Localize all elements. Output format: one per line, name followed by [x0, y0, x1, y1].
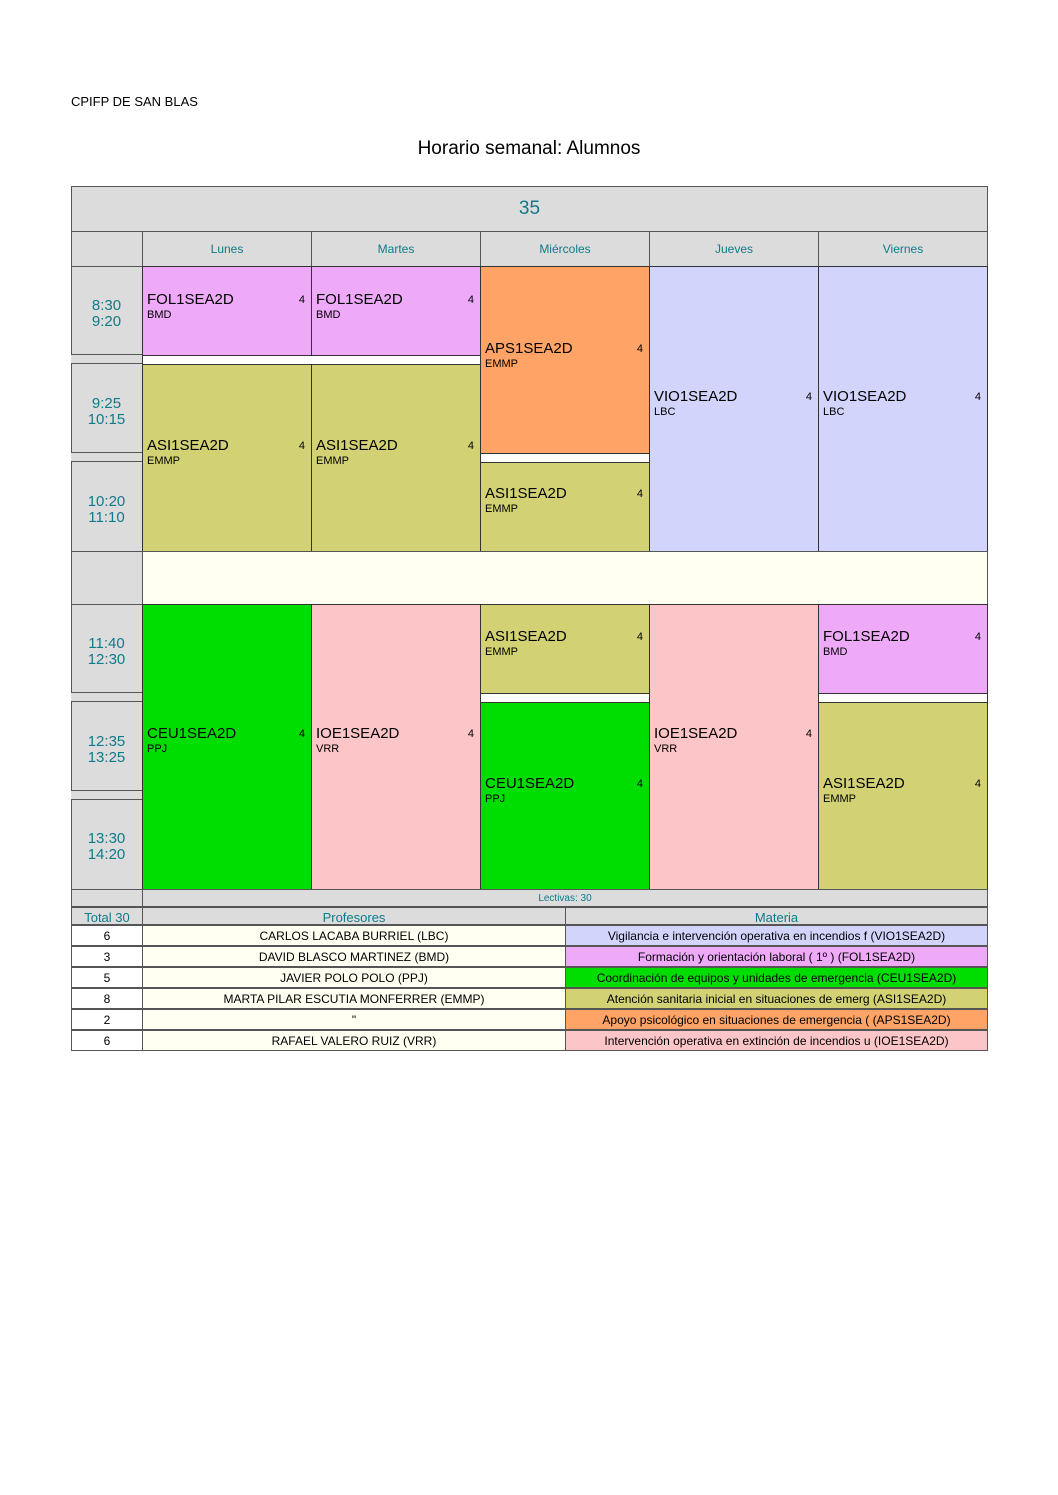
class-block [311, 266, 481, 356]
class-hours: 4 [636, 778, 643, 790]
class-block [818, 604, 988, 694]
class-teacher: EMMP [485, 503, 518, 515]
class-hours: 4 [467, 440, 474, 452]
slot-end: 11:10 [88, 509, 125, 526]
class-code: VIO1SEA2D [823, 388, 907, 405]
profesores-header: Profesores [142, 907, 566, 925]
day-header-lunes: Lunes [142, 231, 312, 267]
slot-5-time [71, 734, 142, 766]
row-subject: Coordinación de equipos y unidades de emergencia (CEU1SEA2D) [565, 967, 988, 988]
class-hours: 4 [636, 488, 643, 500]
row-count: 5 [71, 967, 143, 988]
slot-start: 10:20 [87, 493, 126, 510]
slot-start: 12:35 [87, 733, 126, 750]
row-count: 6 [71, 1030, 143, 1051]
slot-end: 12:30 [87, 651, 126, 668]
class-block [142, 604, 312, 890]
class-code: FOL1SEA2D [147, 291, 234, 308]
day-header-viernes: Viernes [818, 231, 988, 267]
class-hours: 4 [467, 728, 474, 740]
class-code: ASI1SEA2D [485, 628, 567, 645]
row-teacher: " [142, 1009, 566, 1030]
class-teacher: EMMP [485, 646, 518, 658]
class-block [649, 604, 819, 890]
row-subject: Vigilancia e intervención operativa en incendios f (VIO1SEA2D) [565, 925, 988, 946]
class-block [142, 266, 312, 356]
class-code: ASI1SEA2D [147, 437, 229, 454]
lectivas-left-cell [71, 889, 143, 907]
class-block [649, 266, 819, 552]
row-teacher: CARLOS LACABA BURRIEL (LBC) [142, 925, 566, 946]
class-code: ASI1SEA2D [823, 775, 905, 792]
class-teacher: BMD [823, 646, 848, 658]
class-code: ASI1SEA2D [316, 437, 398, 454]
slot-start: 13:30 [87, 830, 126, 847]
class-block [480, 266, 650, 454]
slot-end: 9:20 [91, 313, 122, 330]
class-block [311, 364, 481, 552]
page-title: Horario semanal: Alumnos [417, 138, 641, 159]
slot-2-time [71, 396, 142, 428]
class-block [480, 702, 650, 890]
materia-header: Materia [565, 907, 988, 925]
day-header-jueves: Jueves [649, 231, 819, 267]
class-teacher: PPJ [485, 793, 506, 805]
row-teacher: MARTA PILAR ESCUTIA MONFERRER (EMMP) [142, 988, 566, 1009]
day-header-miercoles: Miércoles [480, 231, 650, 267]
slot-separator [71, 692, 143, 702]
class-hours: 4 [974, 631, 981, 643]
group-header: 35 [71, 186, 988, 232]
slot-end: 10:15 [87, 411, 126, 428]
total-header: Total 30 [71, 907, 143, 925]
class-code: CEU1SEA2D [147, 725, 237, 742]
class-teacher: EMMP [485, 358, 518, 370]
class-hours: 4 [805, 391, 812, 403]
class-teacher: VRR [654, 743, 678, 755]
class-teacher: EMMP [316, 455, 349, 467]
class-teacher: BMD [147, 309, 172, 321]
class-hours: 4 [974, 391, 981, 403]
row-teacher: JAVIER POLO POLO (PPJ) [142, 967, 566, 988]
corner-cell [71, 231, 143, 267]
row-subject: Apoyo psicológico en situaciones de emergencia ( (APS1SEA2D) [565, 1009, 988, 1030]
class-teacher: LBC [823, 406, 845, 418]
class-code: FOL1SEA2D [823, 628, 910, 645]
class-hours: 4 [636, 631, 643, 643]
school-name: CPIFP DE SAN BLAS [71, 94, 198, 109]
class-teacher: VRR [316, 743, 340, 755]
row-count: 3 [71, 946, 143, 967]
row-subject: Formación y orientación laboral ( 1º ) (FOL1SEA2D) [565, 946, 988, 967]
slot-start: 11:40 [88, 635, 125, 652]
row-teacher: RAFAEL VALERO RUIZ (VRR) [142, 1030, 566, 1051]
class-block [480, 604, 650, 694]
slot-separator [71, 354, 143, 364]
class-code: CEU1SEA2D [485, 775, 575, 792]
class-code: APS1SEA2D [485, 340, 573, 357]
class-code: IOE1SEA2D [654, 725, 738, 742]
slot-1-time [71, 298, 142, 330]
row-subject: Atención sanitaria inicial en situaciones de emerg (ASI1SEA2D) [565, 988, 988, 1009]
slot-6-time [71, 831, 142, 863]
recess-row [142, 551, 988, 605]
class-code: VIO1SEA2D [654, 388, 738, 405]
row-count: 2 [71, 1009, 143, 1030]
slot-end: 13:25 [87, 749, 126, 766]
class-block [480, 462, 650, 552]
row-teacher: DAVID BLASCO MARTINEZ (BMD) [142, 946, 566, 967]
class-teacher: EMMP [823, 793, 856, 805]
class-block [142, 364, 312, 552]
slot-separator [71, 790, 143, 800]
slot-4-time [71, 636, 142, 668]
class-hours: 4 [974, 778, 981, 790]
lectivas-row: Lectivas: 30 [142, 889, 988, 907]
class-code: ASI1SEA2D [485, 485, 567, 502]
class-hours: 4 [298, 294, 305, 306]
class-hours: 4 [298, 728, 305, 740]
class-hours: 4 [298, 440, 305, 452]
class-teacher: PPJ [147, 743, 168, 755]
day-header-martes: Martes [311, 231, 481, 267]
class-teacher: BMD [316, 309, 341, 321]
class-teacher: LBC [654, 406, 676, 418]
class-hours: 4 [467, 294, 474, 306]
recess-time-cell [71, 551, 143, 605]
class-block [818, 702, 988, 890]
row-subject: Intervención operativa en extinción de incendios u (IOE1SEA2D) [565, 1030, 988, 1051]
slot-start: 9:25 [91, 395, 122, 412]
row-count: 6 [71, 925, 143, 946]
class-code: FOL1SEA2D [316, 291, 403, 308]
class-block [311, 604, 481, 890]
class-teacher: EMMP [147, 455, 180, 467]
class-block [818, 266, 988, 552]
slot-separator [71, 452, 143, 462]
class-hours: 4 [805, 728, 812, 740]
slot-end: 14:20 [87, 846, 126, 863]
slot-3-time [71, 494, 142, 526]
class-hours: 4 [636, 343, 643, 355]
slot-start: 8:30 [91, 297, 122, 314]
row-count: 8 [71, 988, 143, 1009]
class-code: IOE1SEA2D [316, 725, 400, 742]
